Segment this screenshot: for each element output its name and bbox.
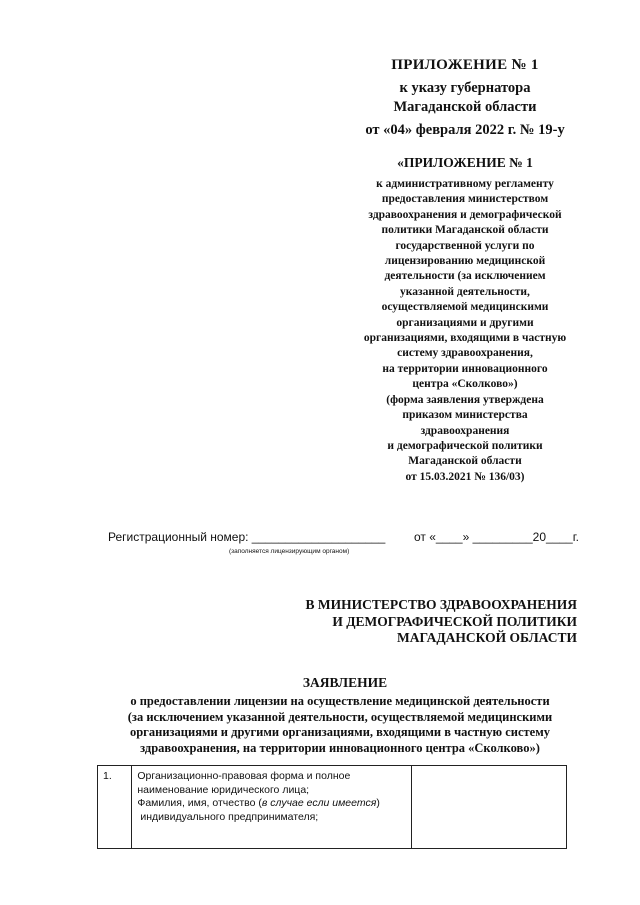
appendix-date: от «04» февраля 2022 г. № 19-у <box>365 122 565 138</box>
statement-title: ЗАЯВЛЕНИЕ <box>302 675 388 690</box>
inner-appendix-line: политики Магаданской области <box>381 224 549 237</box>
row-description-line: Организационно-правовая форма и полное <box>137 770 351 782</box>
ministry-line: В МИНИСТЕРСТВО ЗДРАВООХРАНЕНИЯ <box>305 597 577 612</box>
inner-appendix-line: на территории инновационного <box>382 362 548 375</box>
ministry-line: И ДЕМОГРАФИЧЕСКОЙ ПОЛИТИКИ <box>332 613 577 629</box>
row-description-italic: в случае если имеется <box>261 797 377 809</box>
statement-line: (за исключением указанной деятельности, осуществляемой медицинскими <box>127 709 553 724</box>
statement-line: организациями и другими организациями, входящими в частную систему <box>129 725 550 739</box>
inner-appendix-line: здравоохранения и демографической <box>368 208 562 221</box>
row-description-line: наименование юридического лица; <box>137 783 310 796</box>
row-description-line <box>137 797 406 811</box>
inner-appendix-line: предоставления министерством <box>381 193 549 206</box>
inner-appendix-line: указанной деятельности, <box>400 285 530 298</box>
inner-appendix-title: «ПРИЛОЖЕНИЕ № 1 <box>397 155 533 170</box>
inner-appendix-line: (форма заявления утверждена <box>386 393 544 406</box>
inner-appendix-line: от 15.03.2021 № 136/03) <box>405 470 525 483</box>
appendix-header <box>300 57 630 140</box>
row-description <box>132 766 412 849</box>
statement-line: о предоставлении лицензии на осуществление медицинской деятельности <box>130 694 550 708</box>
ministry-line: МАГАДАНСКОЙ ОБЛАСТИ <box>397 630 577 645</box>
appendix-to-decree: к указу губернатора <box>399 80 531 96</box>
registration-number-label: Регистрационный номер: ____________________ <box>108 530 386 544</box>
inner-appendix-line: организациями, входящими в частную <box>363 332 567 345</box>
inner-appendix-line: центра «Сколково») <box>412 378 518 391</box>
table-row <box>98 766 567 849</box>
inner-appendix-line: систему здравоохранения, <box>397 347 533 360</box>
inner-appendix-line: осуществляемой медицинскими <box>381 301 549 314</box>
inner-appendix-line: лицензированию медицинской <box>384 255 546 268</box>
registration-date: от «____» _________20____г. <box>413 530 579 544</box>
ministry-addressee <box>300 597 577 647</box>
appendix-title: ПРИЛОЖЕНИЕ № 1 <box>391 57 539 73</box>
inner-appendix-line: к административному регламенту <box>376 178 554 190</box>
row-value-field[interactable] <box>412 766 567 849</box>
application-form-table <box>97 765 567 849</box>
registration-note: (заполняется лицензирующим органом) <box>229 548 350 555</box>
inner-appendix-line: здравоохранения <box>420 424 510 437</box>
inner-appendix-line: Магаданской области <box>408 455 522 468</box>
inner-appendix <box>320 155 610 485</box>
inner-appendix-line: приказом министерства <box>402 409 528 422</box>
statement-subtitle <box>100 694 580 756</box>
row-description-text: ) <box>376 797 380 809</box>
statement-line: здравоохранения, на территории инновационного центра «Сколково») <box>140 740 540 755</box>
appendix-region: Магаданской области <box>393 99 537 115</box>
inner-appendix-line: деятельности (за исключением <box>384 270 546 283</box>
row-description-line: индивидуального предпринимателя; <box>140 810 319 823</box>
inner-appendix-line: государственной услуги по <box>395 239 535 252</box>
row-number: 1. <box>98 766 132 849</box>
inner-appendix-line: и демографической политики <box>387 439 543 452</box>
inner-appendix-line: организациями и другими <box>396 316 534 329</box>
registration-row <box>108 530 579 544</box>
row-description-text: Фамилия, имя, отчество ( <box>137 797 262 809</box>
